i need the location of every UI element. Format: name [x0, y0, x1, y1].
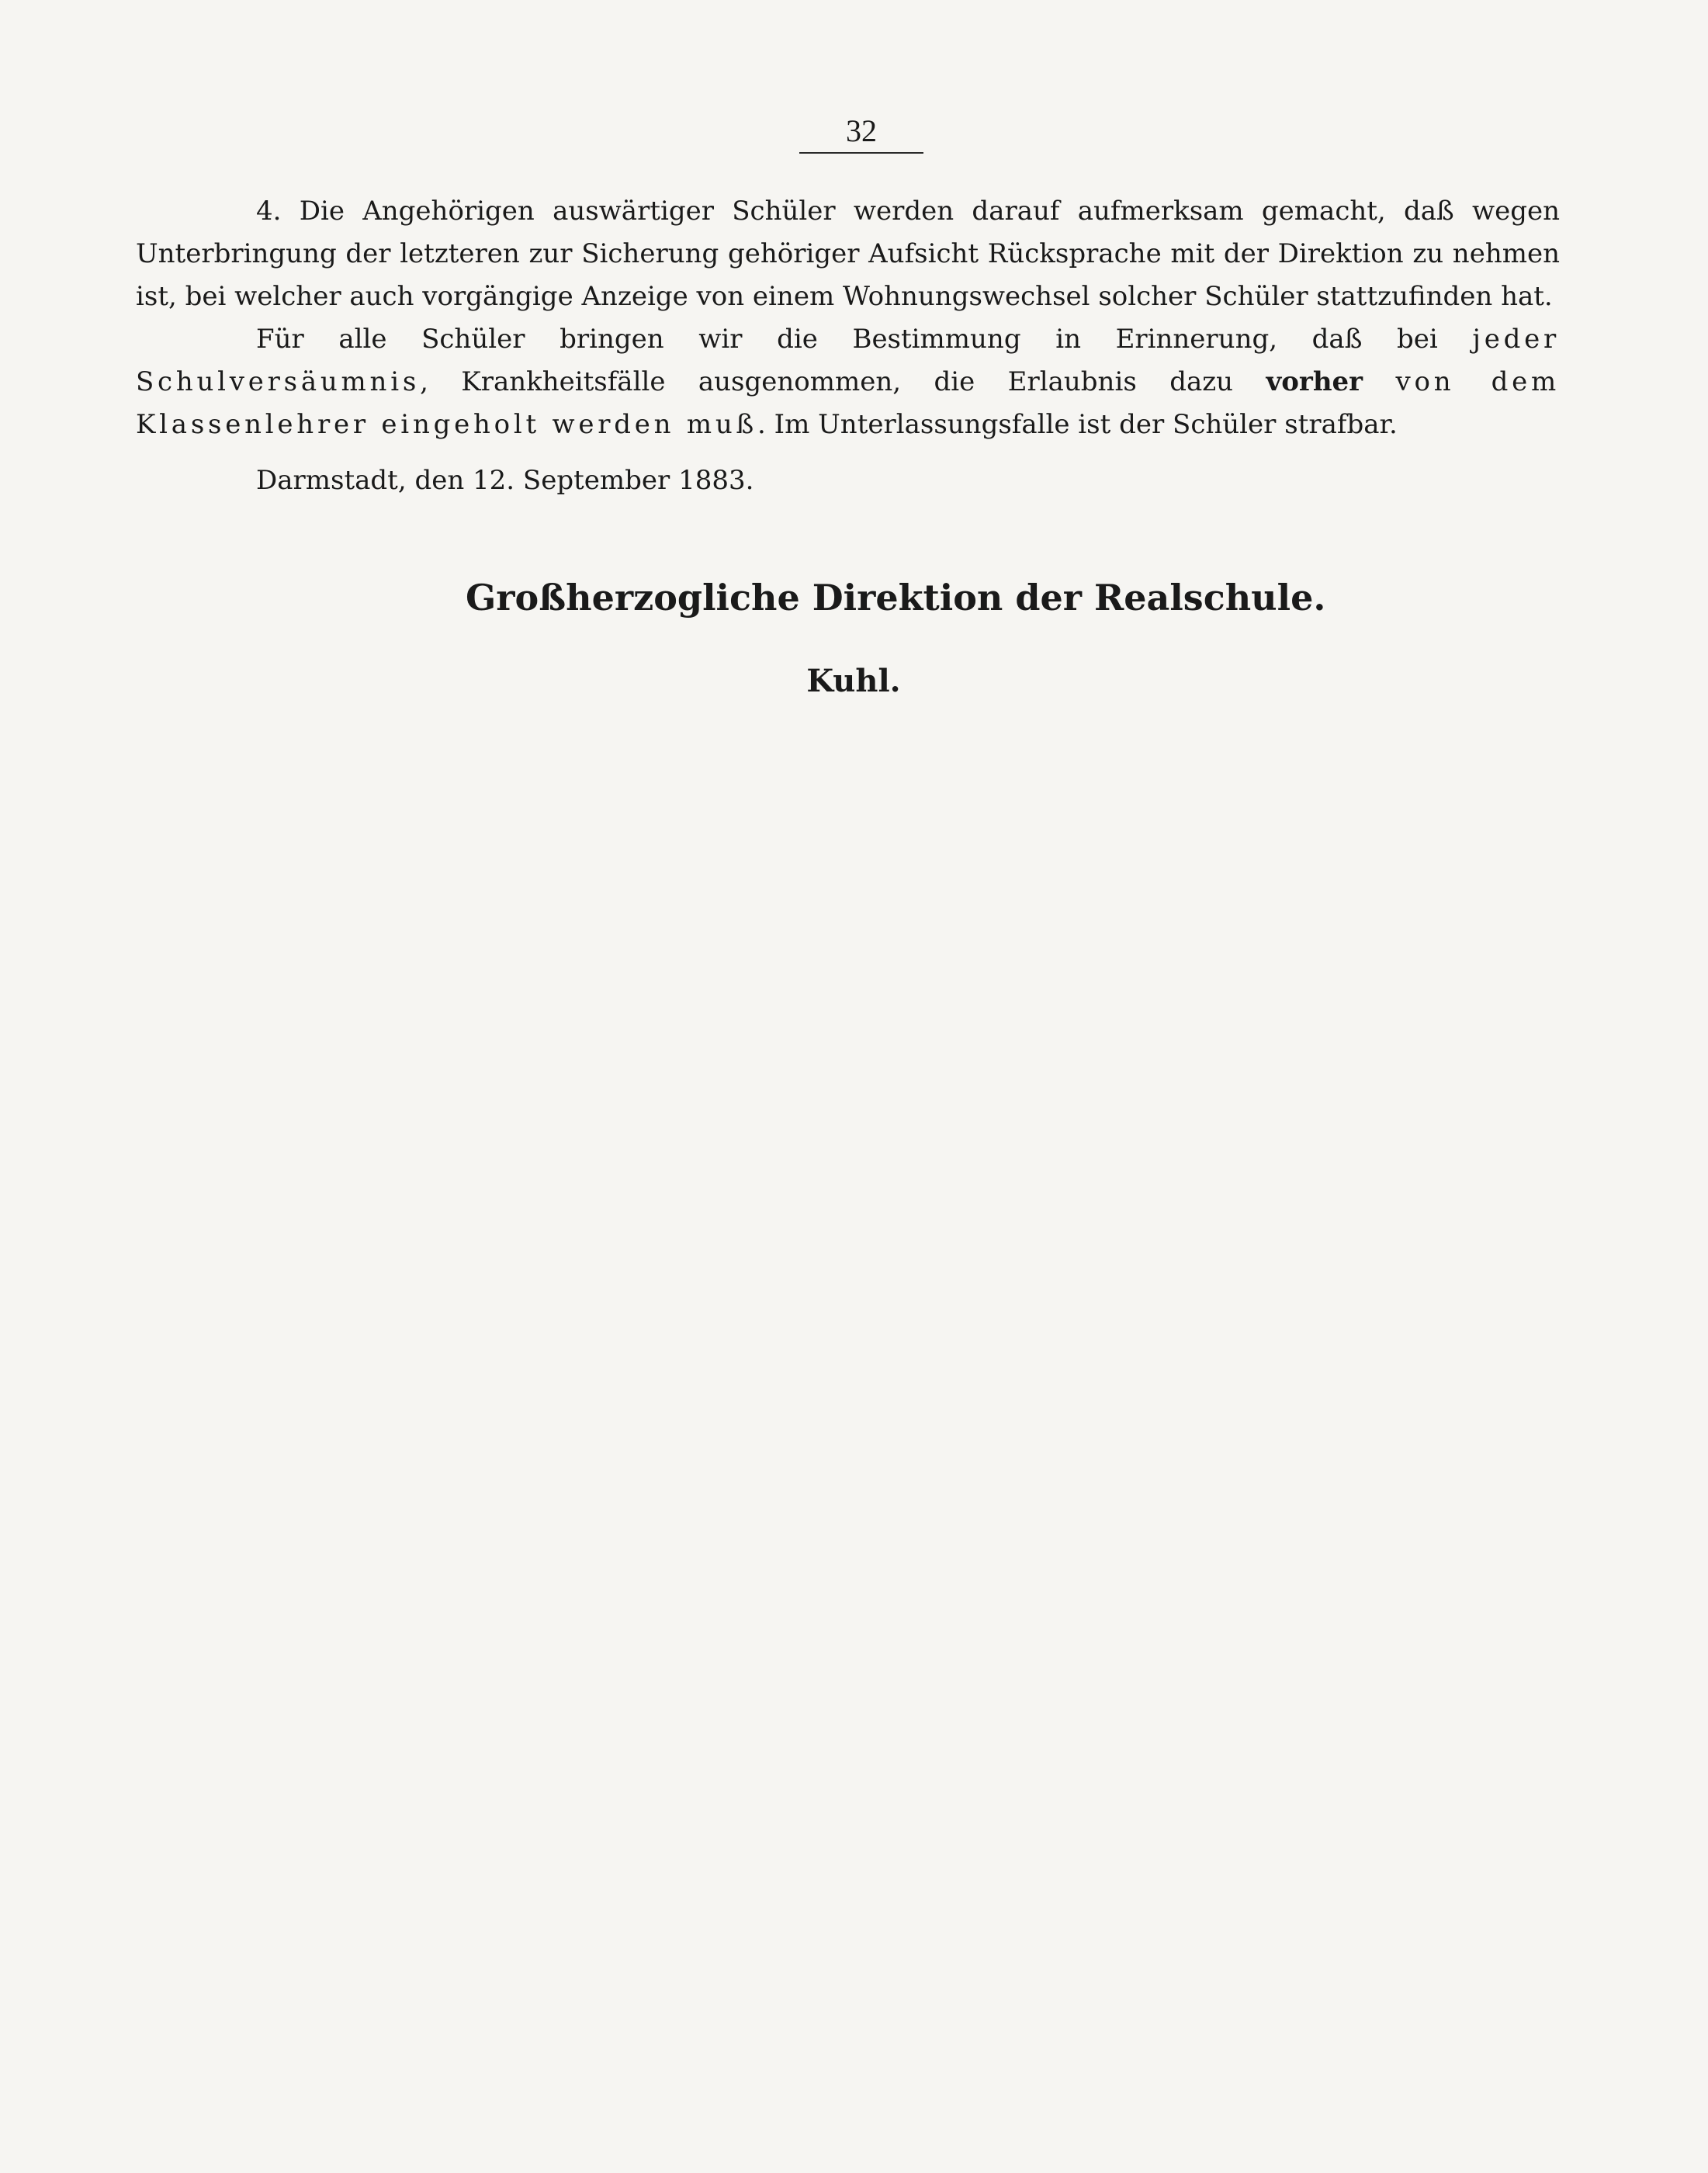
emphasis-beforehand: vorher	[1266, 366, 1363, 397]
paragraph-2-text-2: , Krankheitsfälle ausgenommen, die Erlaubnis dazu	[420, 366, 1266, 397]
page-number-rule	[799, 152, 923, 154]
emphasis-class-teacher: von dem Klassenlehrer eingeholt werden muß	[136, 366, 1560, 440]
emphasis-school-absence: jeder Schulversäumnis	[136, 324, 1560, 397]
signature-name: Kuhl.	[806, 663, 901, 699]
paragraph-2-text-3	[1363, 366, 1395, 397]
page-number: 32	[846, 113, 877, 148]
paragraph-2-text-1: Für alle Schüler bringen wir die Bestimmung in Erinnerung, daß bei	[256, 324, 1473, 355]
paragraph-2-text-4: . Im Unterlassungsfalle ist der Schüler strafbar.	[757, 409, 1398, 440]
dateline: Darmstadt, den 12. September 1883.	[256, 465, 754, 496]
paragraph-1: 4. Die Angehörigen auswärtiger Schüler werden darauf aufmerksam gemacht, daß wegen Unterbringung der letzteren zur Sicherung gehöriger Aufsicht Rücksprache mit der Direktion zu nehmen ist, bei welcher auch vorgängige Anzeige von einem Wohnungswechsel solcher Schüler stattzufinden hat.	[136, 196, 1560, 312]
paragraph-2	[136, 318, 1560, 446]
body-text	[136, 190, 1560, 446]
signature-authority: Großherzogliche Direktion der Realschule.	[466, 577, 1326, 619]
